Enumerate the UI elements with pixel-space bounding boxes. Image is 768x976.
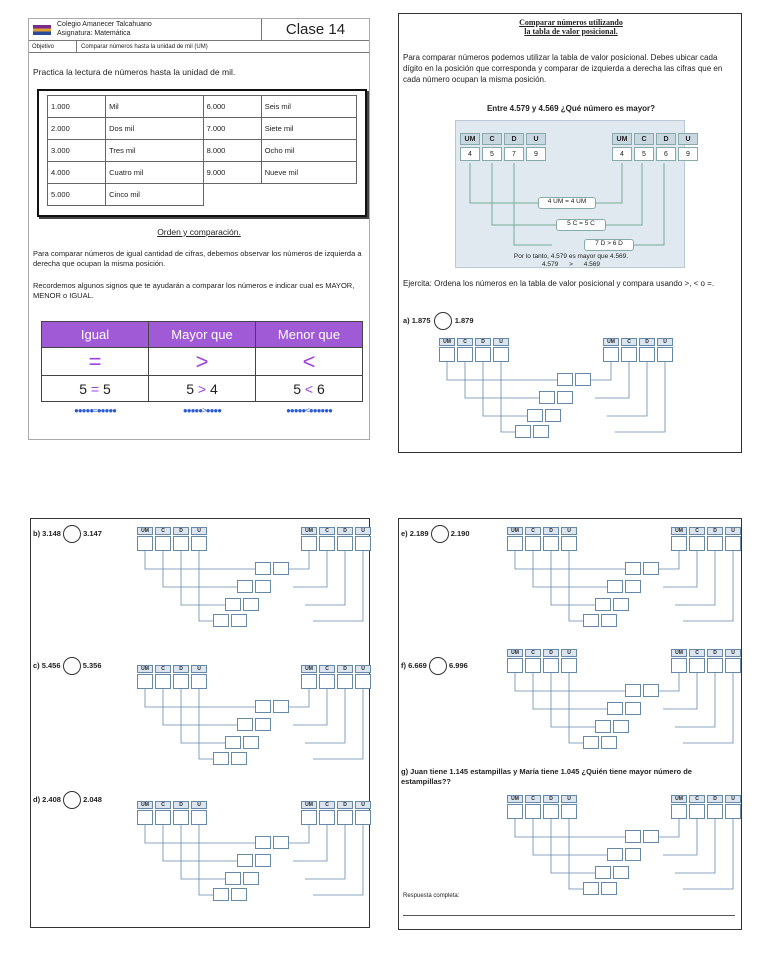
place-header: D (707, 795, 723, 803)
digit-input-box[interactable] (689, 804, 705, 819)
compare-box[interactable] (255, 854, 271, 867)
worksheet-page-4 (398, 518, 742, 930)
compare-box[interactable] (583, 614, 599, 627)
place-header: UM (612, 133, 632, 145)
place-header: U (678, 133, 698, 145)
compare-box[interactable] (255, 718, 271, 731)
compare-box[interactable] (613, 598, 629, 611)
place-header: D (707, 649, 723, 657)
place-header: D (543, 795, 559, 803)
worksheet-page-2 (398, 13, 742, 453)
compare-box[interactable] (575, 373, 591, 386)
place-header: C (319, 665, 335, 673)
place-header: D (639, 338, 655, 346)
compare-box[interactable] (613, 720, 629, 733)
digit-input-box[interactable] (657, 347, 673, 362)
comparison-paragraph: Para comparar números de igual cantidad de cifras, debemos observar los números de izquierda a derecha que ocupan la misma posición. (33, 249, 362, 268)
page2-paragraph: Para comparar números podemos utilizar la tabla de valor posicional. Debes ubicar cada dígito en la posición que corresponda y comparar de izquierda a derecha las cifras que en cada número ocupan la misma posición. (403, 53, 723, 84)
digit-box: 9 (526, 147, 546, 161)
place-header: C (621, 338, 637, 346)
objective-label: Objetivo (32, 41, 77, 53)
place-header: D (504, 133, 524, 145)
exercise-instruction: Ejercita: Ordena los números en la tabla de valor posicional y compara usando >, < o =. (403, 279, 715, 288)
place-header: U (526, 133, 546, 145)
compare-circle[interactable] (63, 525, 81, 543)
digit-input-box[interactable] (561, 536, 577, 551)
compare-box[interactable] (225, 872, 241, 885)
place-header: D (337, 527, 353, 535)
numbers-row (48, 118, 357, 140)
numbers-cell: 1.000 (48, 96, 106, 118)
compare-box[interactable] (273, 836, 289, 849)
compare-box[interactable] (625, 848, 641, 861)
digit-input-box[interactable] (507, 804, 523, 819)
numbers-cell: Siete mil (261, 118, 356, 140)
page2-title: Comparar números utilizando la tabla de valor posicional. (519, 18, 623, 36)
numbers-cell: 4.000 (48, 162, 106, 184)
compare-box[interactable] (231, 752, 247, 765)
place-header: U (561, 795, 577, 803)
place-header: D (707, 527, 723, 535)
place-header: C (689, 527, 705, 535)
place-header: C (319, 801, 335, 809)
compare-box[interactable] (625, 580, 641, 593)
dots-less: ●●●●●<●●●●●● (286, 406, 332, 416)
digit-input-box[interactable] (457, 347, 473, 362)
dots-equal: ●●●●●=●●●●● (74, 406, 116, 416)
signs-paragraph: Recordemos algunos signos que te ayudarán a comparar los números e indicar cual es MAYOR, MENOR o IGUAL. (33, 281, 355, 300)
numbers-cell: 3.000 (48, 140, 106, 162)
digit-input-box[interactable] (355, 536, 371, 551)
numbers-row (48, 140, 357, 162)
digit-input-box[interactable] (155, 810, 171, 825)
digit-box: 4 (612, 147, 632, 161)
place-header: UM (301, 801, 317, 809)
place-header: UM (507, 527, 523, 535)
digit-input-box[interactable] (725, 658, 741, 673)
compare-box[interactable] (607, 848, 623, 861)
problem-g: g) Juan tiene 1.145 estampillas y María tiene 1.045 ¿Quién tiene mayor número de estampillas?? (401, 767, 692, 786)
value-chart (507, 649, 757, 749)
digit-input-box[interactable] (689, 536, 705, 551)
place-header: U (191, 527, 207, 535)
digit-input-box[interactable] (337, 810, 353, 825)
example-less: 5 < 6 (256, 376, 363, 402)
digit-input-box[interactable] (319, 810, 335, 825)
school-name: Colegio Amanecer Talcahuano (57, 21, 152, 28)
conclusion-compare: 4.579 > 4.569 (542, 261, 600, 268)
compare-box[interactable] (243, 736, 259, 749)
place-header: UM (460, 133, 480, 145)
compare-box[interactable] (583, 882, 599, 895)
objective-row (29, 41, 369, 53)
worksheet-page-1 (28, 18, 370, 440)
compare-circle[interactable] (434, 312, 452, 330)
compare-box[interactable] (213, 614, 229, 627)
place-header: U (725, 527, 741, 535)
compare-box[interactable] (255, 562, 271, 575)
numbers-cell: 8.000 (203, 140, 261, 162)
digit-input-box[interactable] (301, 674, 317, 689)
note-um: 4 UM = 4 UM (538, 197, 596, 209)
digit-box: 9 (678, 147, 698, 161)
place-header: C (525, 795, 541, 803)
numbers-cell: 2.000 (48, 118, 106, 140)
place-header: U (561, 649, 577, 657)
compare-box[interactable] (527, 409, 543, 422)
numbers-cell: Ocho mil (261, 140, 356, 162)
place-header: C (525, 649, 541, 657)
place-header: C (155, 665, 171, 673)
digit-input-box[interactable] (725, 804, 741, 819)
item-c-right: 5.356 (82, 660, 102, 670)
compare-box[interactable] (643, 830, 659, 843)
compare-box[interactable] (231, 888, 247, 901)
place-header: UM (507, 649, 523, 657)
intro-text: Practica la lectura de números hasta la unidad de mil. (33, 67, 236, 77)
digit-input-box[interactable] (173, 674, 189, 689)
place-header: D (337, 665, 353, 673)
item-d-right: 2.048 (83, 794, 102, 804)
place-header: U (561, 527, 577, 535)
item-f-left: f) 6.669 (401, 660, 427, 670)
digit-input-box[interactable] (337, 674, 353, 689)
compare-box[interactable] (243, 598, 259, 611)
compare-box[interactable] (595, 720, 611, 733)
digit-input-box[interactable] (155, 536, 171, 551)
place-header: UM (507, 795, 523, 803)
value-chart (137, 527, 387, 627)
numbers-table (37, 89, 367, 217)
compare-box[interactable] (273, 700, 289, 713)
compare-box[interactable] (583, 736, 599, 749)
place-header: D (173, 527, 189, 535)
compare-circle[interactable] (429, 657, 447, 675)
compare-circle[interactable] (431, 525, 449, 543)
example-chart (455, 120, 691, 268)
place-header: U (191, 801, 207, 809)
digit-input-box[interactable] (707, 536, 723, 551)
place-header: U (725, 795, 741, 803)
compare-box[interactable] (607, 580, 623, 593)
place-header: D (475, 338, 491, 346)
digit-input-box[interactable] (561, 804, 577, 819)
digit-input-box[interactable] (507, 658, 523, 673)
place-header: UM (603, 338, 619, 346)
digit-input-box[interactable] (337, 536, 353, 551)
compare-box[interactable] (273, 562, 289, 575)
place-header: U (355, 527, 371, 535)
place-header: UM (301, 527, 317, 535)
compare-circle[interactable] (63, 657, 81, 675)
digit-input-box[interactable] (355, 810, 371, 825)
place-header: C (525, 527, 541, 535)
numbers-cell: Seis mil (261, 96, 356, 118)
digit-box: 5 (482, 147, 502, 161)
answer-line[interactable] (403, 915, 735, 916)
compare-box[interactable] (515, 425, 531, 438)
numbers-row (48, 184, 357, 206)
compare-box[interactable] (255, 700, 271, 713)
compare-box[interactable] (213, 752, 229, 765)
compare-box[interactable] (255, 836, 271, 849)
digit-input-box[interactable] (707, 804, 723, 819)
digit-box: 7 (504, 147, 524, 161)
value-chart (507, 795, 757, 895)
worksheet-page-3 (30, 518, 370, 928)
place-header: C (689, 795, 705, 803)
compare-box[interactable] (625, 684, 641, 697)
place-header: U (725, 649, 741, 657)
place-header: D (543, 649, 559, 657)
digit-input-box[interactable] (319, 536, 335, 551)
class-number: Clase 14 (261, 19, 369, 41)
numbers-cell: Dos mil (106, 118, 203, 140)
school-logo-icon (33, 25, 51, 35)
compare-box[interactable] (643, 684, 659, 697)
compare-box[interactable] (595, 866, 611, 879)
digit-input-box[interactable] (689, 658, 705, 673)
digit-input-box[interactable] (525, 536, 541, 551)
subject: Asignatura: Matemática (57, 30, 131, 37)
digit-input-box[interactable] (707, 658, 723, 673)
place-header: U (355, 801, 371, 809)
compare-box[interactable] (225, 598, 241, 611)
digit-input-box[interactable] (543, 804, 559, 819)
digit-input-box[interactable] (621, 347, 637, 362)
digit-input-box[interactable] (191, 674, 207, 689)
compare-box[interactable] (243, 872, 259, 885)
digit-input-box[interactable] (475, 347, 491, 362)
compare-circle[interactable] (63, 791, 81, 809)
compare-box[interactable] (607, 702, 623, 715)
compare-box[interactable] (213, 888, 229, 901)
answer-label: Respuesta completa: (403, 893, 460, 899)
compare-box[interactable] (225, 736, 241, 749)
item-d-left: d) 2.408 (33, 794, 61, 804)
place-header: UM (137, 801, 153, 809)
sign-less: < (256, 348, 363, 376)
value-chart (507, 527, 757, 627)
numbers-cell: 7.000 (203, 118, 261, 140)
numbers-cell: Cinco mil (106, 184, 203, 206)
numbers-cell: 5.000 (48, 184, 106, 206)
place-header: D (337, 801, 353, 809)
place-header: U (355, 665, 371, 673)
numbers-row (48, 162, 357, 184)
digit-input-box[interactable] (543, 536, 559, 551)
place-header: UM (671, 649, 687, 657)
place-header: D (656, 133, 676, 145)
compare-box[interactable] (625, 562, 641, 575)
value-chart (439, 338, 689, 438)
objective-text: Comparar números hasta la unidad de mil (UM) (81, 44, 208, 50)
place-header: C (482, 133, 502, 145)
digit-input-box[interactable] (173, 536, 189, 551)
digit-input-box[interactable] (725, 536, 741, 551)
note-d: 7 D > 6 D (584, 239, 634, 251)
place-header: UM (671, 527, 687, 535)
compare-box[interactable] (545, 409, 561, 422)
compare-box[interactable] (539, 391, 555, 404)
compare-box[interactable] (557, 391, 573, 404)
place-header: D (173, 801, 189, 809)
place-header: U (191, 665, 207, 673)
digit-input-box[interactable] (603, 347, 619, 362)
digit-input-box[interactable] (561, 658, 577, 673)
value-chart (137, 801, 387, 901)
compare-box[interactable] (237, 580, 253, 593)
dots-greater: ●●●●●>●●●● (182, 406, 222, 416)
digit-input-box[interactable] (543, 658, 559, 673)
digit-input-box[interactable] (525, 804, 541, 819)
digit-input-box[interactable] (525, 658, 541, 673)
compare-box[interactable] (557, 373, 573, 386)
digit-input-box[interactable] (671, 658, 687, 673)
place-header: D (173, 665, 189, 673)
numbers-cell: 6.000 (203, 96, 261, 118)
digit-input-box[interactable] (355, 674, 371, 689)
compare-box[interactable] (601, 882, 617, 895)
item-b-right: 3.147 (83, 528, 102, 538)
note-c: 5 C = 5 C (556, 219, 606, 231)
place-header: UM (137, 665, 153, 673)
digit-input-box[interactable] (671, 804, 687, 819)
digit-input-box[interactable] (671, 536, 687, 551)
digit-input-box[interactable] (155, 674, 171, 689)
example-equal: 5 = 5 (42, 376, 149, 402)
place-header: U (657, 338, 673, 346)
item-e-right: 2.190 (450, 528, 470, 538)
digit-input-box[interactable] (137, 536, 153, 551)
item-c-left: c) 5.456 (33, 660, 61, 670)
value-chart (137, 665, 387, 765)
digit-input-box[interactable] (137, 674, 153, 689)
digit-input-box[interactable] (191, 536, 207, 551)
compare-box[interactable] (601, 614, 617, 627)
digit-input-box[interactable] (301, 810, 317, 825)
header (29, 19, 369, 41)
digit-input-box[interactable] (639, 347, 655, 362)
compare-box[interactable] (237, 854, 253, 867)
place-header: C (457, 338, 473, 346)
header-mayor: Mayor que (149, 322, 256, 348)
item-a-right: 1.879 (454, 315, 474, 325)
section-title: Orden y comparación. (157, 227, 241, 237)
sign-greater: > (149, 348, 256, 376)
example-question: Entre 4.579 y 4.569 ¿Qué número es mayor? (486, 104, 656, 113)
place-header: D (543, 527, 559, 535)
digit-input-box[interactable] (319, 674, 335, 689)
place-header: U (493, 338, 509, 346)
place-header: C (319, 527, 335, 535)
header-menor: Menor que (256, 322, 363, 348)
place-header: UM (671, 795, 687, 803)
digit-input-box[interactable] (137, 810, 153, 825)
numbers-cell: Mil (106, 96, 203, 118)
numbers-cell: Cuatro mil (106, 162, 203, 184)
compare-box[interactable] (625, 702, 641, 715)
numbers-row (48, 96, 357, 118)
place-header: C (155, 801, 171, 809)
digit-box: 4 (460, 147, 480, 161)
place-header: UM (439, 338, 455, 346)
digit-input-box[interactable] (301, 536, 317, 551)
sign-equal: = (42, 348, 149, 376)
header-igual: Igual (42, 322, 149, 348)
compare-box[interactable] (231, 614, 247, 627)
place-header: C (155, 527, 171, 535)
place-header: UM (301, 665, 317, 673)
numbers-cell (261, 184, 356, 206)
conclusion: Por lo tanto, 4.579 es mayor que 4.569. (513, 253, 629, 260)
item-a-left: a) 1.875 (403, 315, 431, 325)
place-header: C (634, 133, 654, 145)
digit-input-box[interactable] (439, 347, 455, 362)
place-header: C (689, 649, 705, 657)
numbers-cell: Nueve mil (261, 162, 356, 184)
numbers-cell (203, 184, 261, 206)
digit-box: 5 (634, 147, 654, 161)
compare-box[interactable] (237, 718, 253, 731)
item-b-left: b) 3.148 (33, 528, 61, 538)
item-f-right: 6.996 (449, 660, 468, 670)
compare-box[interactable] (601, 736, 617, 749)
compare-box[interactable] (595, 598, 611, 611)
signs-table (41, 321, 363, 420)
compare-box[interactable] (625, 830, 641, 843)
digit-box: 6 (656, 147, 676, 161)
place-header: UM (137, 527, 153, 535)
digit-input-box[interactable] (191, 810, 207, 825)
digit-input-box[interactable] (507, 536, 523, 551)
numbers-cell: 9.000 (203, 162, 261, 184)
compare-box[interactable] (643, 562, 659, 575)
numbers-cell: Tres mil (106, 140, 203, 162)
item-e-left: e) 2.189 (401, 528, 429, 538)
compare-box[interactable] (255, 580, 271, 593)
example-greater: 5 > 4 (149, 376, 256, 402)
compare-box[interactable] (533, 425, 549, 438)
compare-box[interactable] (613, 866, 629, 879)
digit-input-box[interactable] (173, 810, 189, 825)
digit-input-box[interactable] (493, 347, 509, 362)
